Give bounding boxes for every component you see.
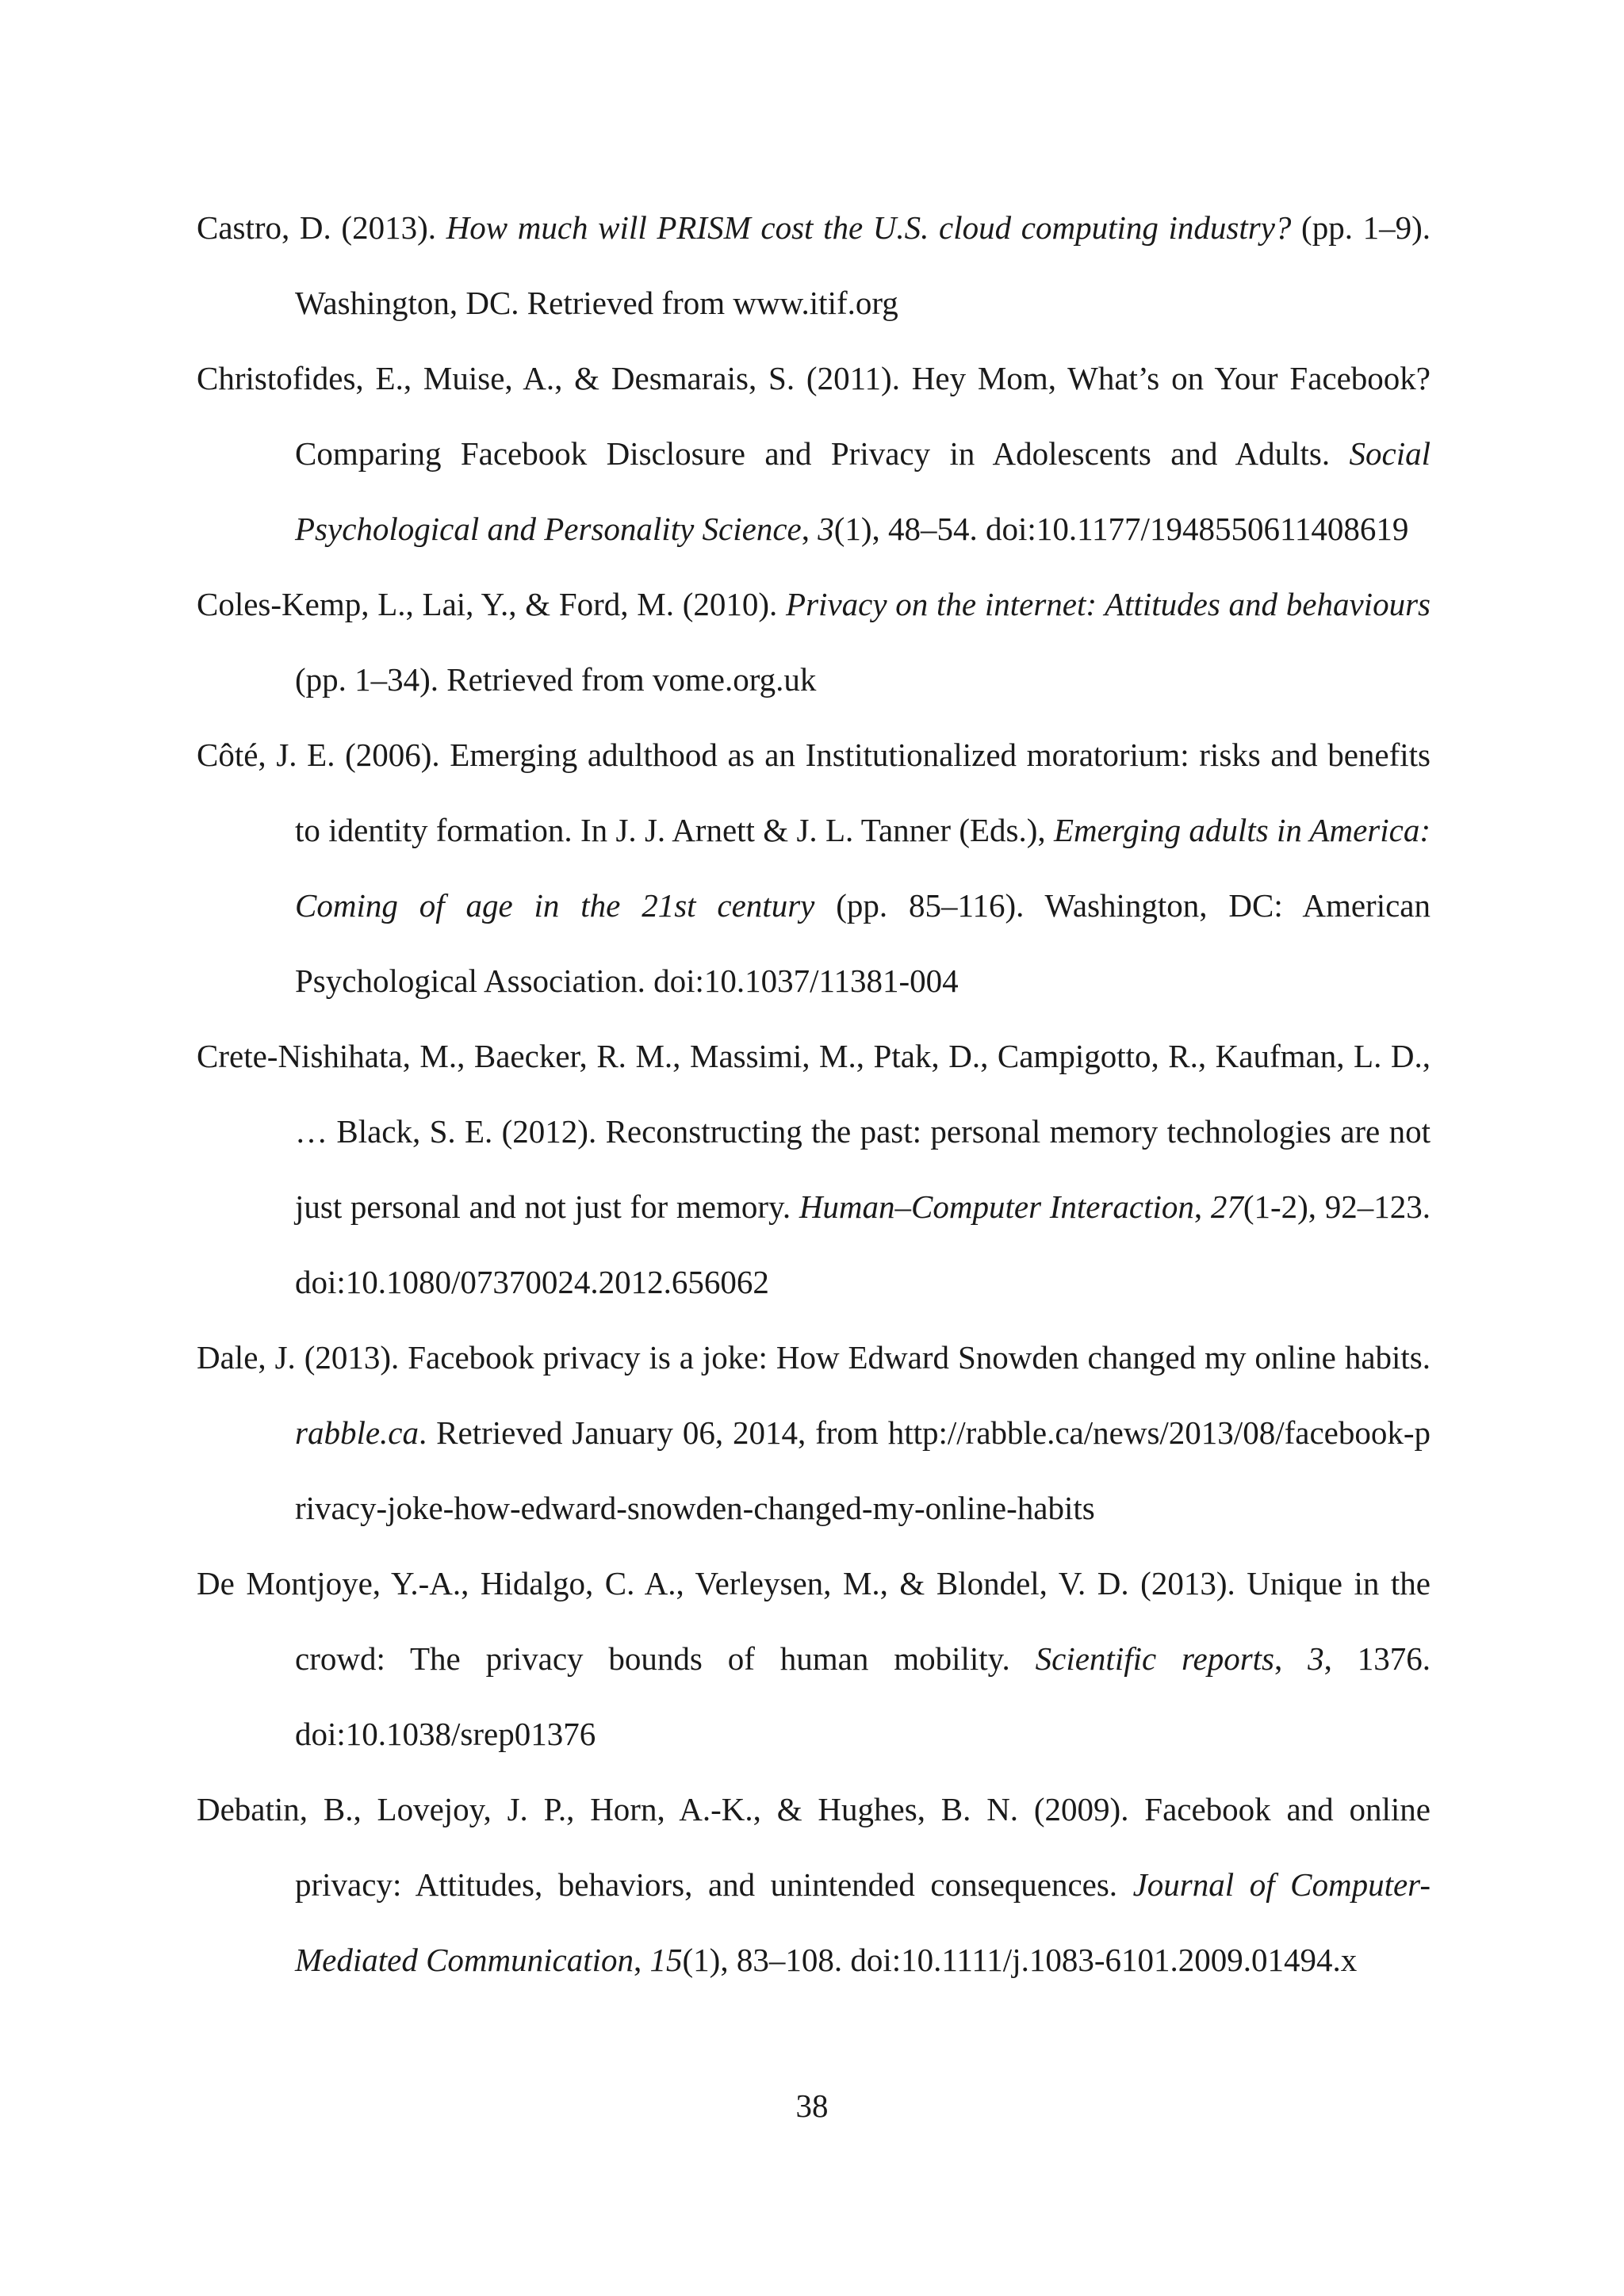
reference-italic-text: How much will PRISM cost the U.S. cloud computing industry?: [446, 209, 1292, 246]
reference-text: ,: [1274, 1640, 1308, 1677]
reference-italic-text: Privacy on the internet: Attitudes and behaviours: [786, 586, 1431, 622]
reference-entry: [197, 1320, 1431, 1546]
reference-text: Coles-Kemp, L., Lai, Y., & Ford, M. (2010).: [197, 586, 787, 622]
reference-entry: [197, 341, 1431, 567]
reference-text: Dale, J. (2013). Facebook privacy is a joke: How Edward Snowden changed my online habits.: [197, 1339, 1431, 1376]
reference-text: , 1376. doi:10.1038/srep01376: [295, 1640, 1431, 1752]
reference-url: http://rabble.ca/news/2013/08/facebook-privacy-joke-how-edward-snowden-changed-my-online-habits: [295, 1414, 1431, 1526]
reference-text: ,: [1193, 1188, 1211, 1225]
page-number: 38: [795, 2087, 829, 2124]
reference-italic-text: Journal of Computer-Mediated Communication: [295, 1866, 1431, 1978]
reference-text: (pp. 1–34). Retrieved from vome.org.uk: [295, 661, 817, 698]
reference-entry: [197, 190, 1431, 341]
reference-entry: [197, 567, 1431, 718]
reference-text: Côté, J. E. (2006). Emerging adulthood as an Institutionalized moratorium: risks and benefits to identity formation. In J. J. Arnett & J. L. Tanner (Eds.),: [197, 737, 1431, 848]
reference-italic-text: 15: [649, 1942, 683, 1978]
reference-text: (pp. 85–116). Washington, DC: American Psychological Association. doi:10.1037/11381-004: [295, 887, 1431, 999]
reference-entry: [197, 718, 1431, 1019]
reference-text: Debatin, B., Lovejoy, J. P., Horn, A.-K., & Hughes, B. N. (2009). Facebook and online privacy: Attitudes, behaviors, and unintended consequences.: [197, 1791, 1431, 1903]
reference-italic-text: 3: [818, 511, 834, 547]
reference-text: Castro, D. (2013).: [197, 209, 446, 246]
reference-text: (1), 48–54. doi:10.1177/1948550611408619: [833, 511, 1409, 547]
reference-text: De Montjoye, Y.-A., Hidalgo, C. A., Verleysen, M., & Blondel, V. D. (2013). Unique in the crowd: The privacy bounds of human mobility.: [197, 1565, 1431, 1677]
reference-text: (pp. 1–9). Washington, DC. Retrieved from www.itif.org: [295, 209, 1431, 321]
reference-italic-text: Emerging adults in America: Coming of age in the 21st century: [295, 812, 1431, 924]
reference-text: (1-2), 92–123. doi:10.1080/07370024.2012.656062: [295, 1188, 1431, 1300]
reference-text: ,: [801, 511, 818, 547]
reference-italic-text: 3: [1308, 1640, 1324, 1677]
reference-entry: [197, 1772, 1431, 1998]
reference-italic-text: Social Psychological and Personality Science: [295, 435, 1431, 547]
reference-text: Christofides, E., Muise, A., & Desmarais, S. (2011). Hey Mom, What’s on Your Facebook? Comparing Facebook Disclosure and Privacy in Adolescents and Adults.: [197, 360, 1431, 472]
reference-italic-text: Human–Computer Interaction: [799, 1188, 1194, 1225]
reference-text: (1), 83–108. doi:10.1111/j.1083-6101.2009.01494.x: [682, 1942, 1358, 1978]
reference-text: . Retrieved January 06, 2014, from: [419, 1414, 888, 1451]
reference-entry: [197, 1546, 1431, 1772]
reference-text: ,: [634, 1942, 650, 1978]
reference-italic-text: Scientific reports: [1035, 1640, 1274, 1677]
reference-list: [197, 190, 1431, 1998]
reference-entry: [197, 1019, 1431, 1320]
reference-italic-text: 27: [1210, 1188, 1243, 1225]
reference-italic-text: rabble.ca: [295, 1414, 419, 1451]
reference-text: Crete-Nishihata, M., Baecker, R. M., Massimi, M., Ptak, D., Campigotto, R., Kaufman, L. D., … Black, S. E. (2012). Reconstructing the past: personal memory technologies are not just personal and not just for memory.: [197, 1038, 1431, 1225]
